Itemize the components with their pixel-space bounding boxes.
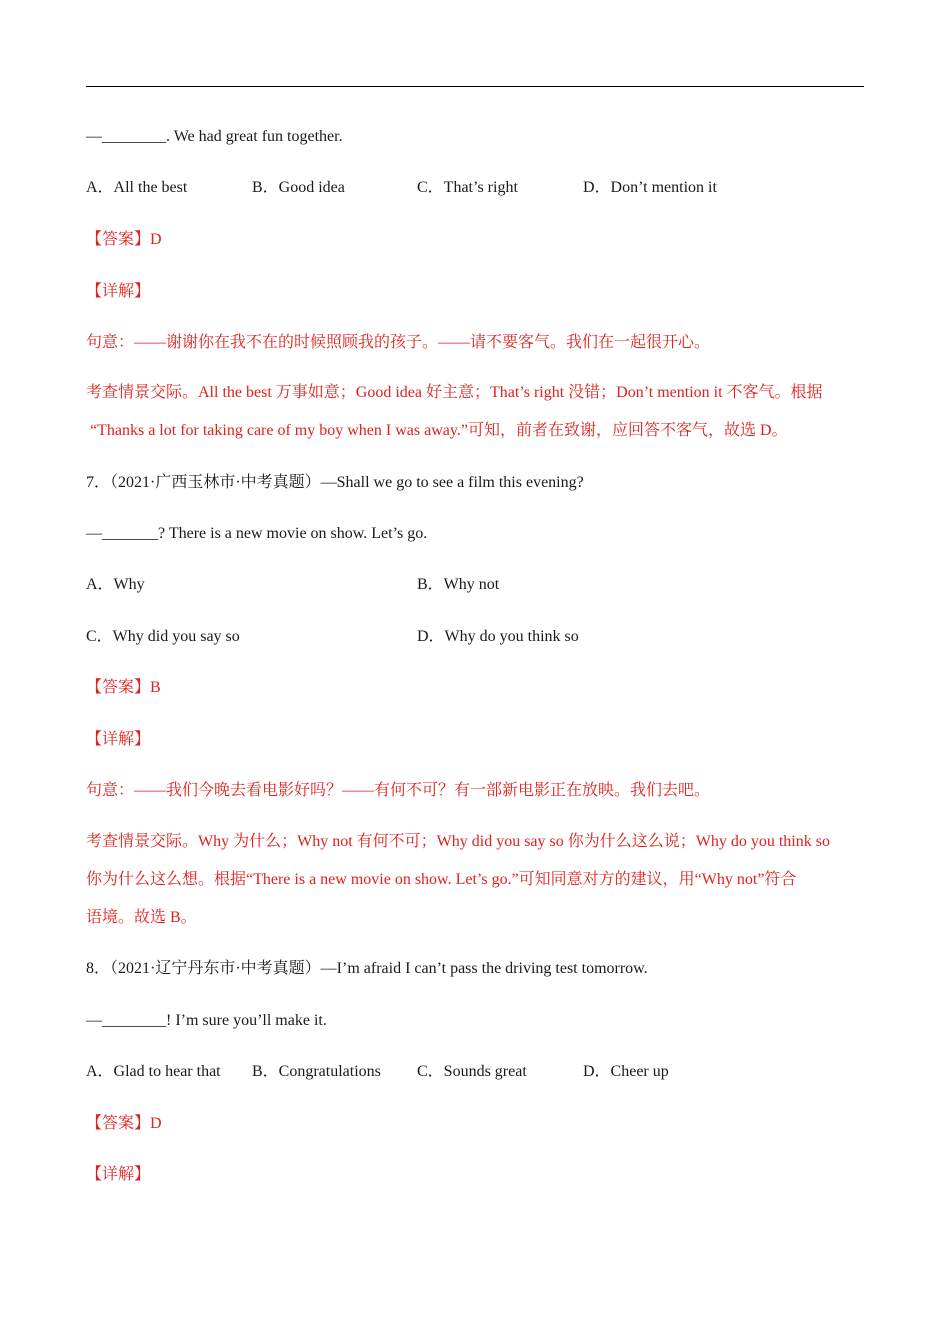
q6-option-c: C．That’s right — [417, 179, 518, 196]
header-rule — [86, 86, 864, 87]
q7-stem: 7．（2021·广西玉林市·中考真题）—Shall we go to see a film this evening? — [86, 474, 584, 491]
q8-reply: —________! I’m sure you’ll make it. — [86, 1012, 327, 1029]
q6-reply: —________. We had great fun together. — [86, 128, 343, 145]
q7-option-b: B．Why not — [417, 576, 500, 593]
q7-option-d: D．Why do you think so — [417, 628, 579, 645]
q8-option-a: A．Glad to hear that — [86, 1063, 221, 1080]
q6-option-d: D．Don’t mention it — [583, 179, 717, 196]
q7-meaning: 句意：——我们今晚去看电影好吗？——有何不可？有一部新电影正在放映。我们去吧。 — [86, 782, 711, 799]
q6-option-a: A．All the best — [86, 179, 188, 196]
q8-stem: 8．（2021·辽宁丹东市·中考真题）—I’m afraid I can’t pass the driving test tomorrow. — [86, 960, 648, 977]
q6-meaning: 句意：——谢谢你在我不在的时候照顾我的孩子。——请不要客气。我们在一起很开心。 — [86, 334, 711, 351]
q6-answer — [86, 229, 162, 251]
q6-option-b: B．Good idea — [252, 179, 345, 196]
q7-analysis-line1: 考查情景交际。Why 为什么；Why not 有何不可；Why did you say so 你为什么这么说；Why do you think so — [86, 833, 830, 850]
q8-detail-tag: 【详解】 — [86, 1166, 151, 1183]
q8-answer — [86, 1113, 162, 1135]
q7-analysis-line3: 语境。故选 B。 — [86, 909, 197, 926]
answer-value: B — [150, 679, 161, 696]
q7-reply: —_______? There is a new movie on show. Let’s go. — [86, 525, 428, 542]
q8-option-d: D．Cheer up — [583, 1063, 669, 1080]
answer-tag: 【答案】 — [86, 1115, 151, 1132]
q8-option-b: B．Congratulations — [252, 1063, 381, 1080]
q7-answer — [86, 677, 161, 699]
q7-analysis-line2: 你为什么这么想。根据“There is a new movie on show. Let’s go.”可知同意对方的建议，用“Why not”符合 — [86, 871, 797, 888]
answer-tag: 【答案】 — [86, 679, 151, 696]
q6-analysis-line2: “Thanks a lot for taking care of my boy when I was away.”可知，前者在致谢，应回答不客气，故选 D。 — [90, 422, 788, 439]
q7-detail-tag: 【详解】 — [86, 731, 151, 748]
q6-analysis-line1: 考查情景交际。All the best 万事如意；Good idea 好主意；That’s right 没错；Don’t mention it 不客气。根据 — [86, 384, 823, 401]
q7-option-c: C．Why did you say so — [86, 628, 240, 645]
q7-option-a: A．Why — [86, 576, 145, 593]
answer-value: D — [150, 231, 162, 248]
q6-detail-tag: 【详解】 — [86, 283, 151, 300]
answer-tag: 【答案】 — [86, 231, 151, 248]
q8-option-c: C．Sounds great — [417, 1063, 527, 1080]
answer-value: D — [150, 1115, 162, 1132]
